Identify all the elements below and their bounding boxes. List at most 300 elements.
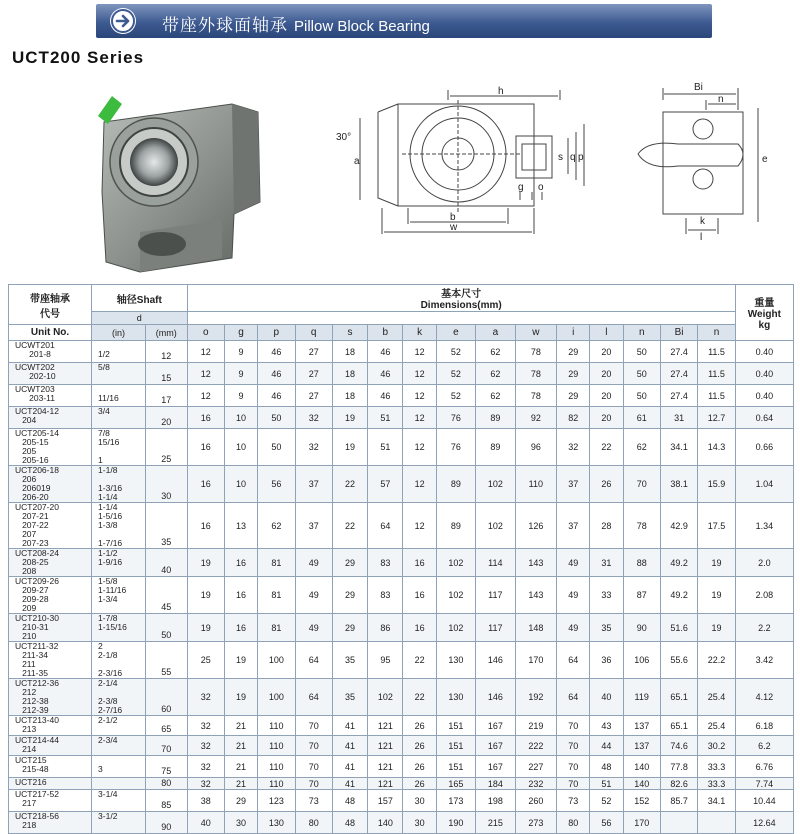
cell-inch: 1-7/8 1-15/16	[92, 614, 146, 642]
cell-unit: UCT212-36 212 212-38 212-39	[9, 679, 92, 716]
cell-dim: 55.6	[660, 642, 697, 679]
cell-unit: UCT216	[9, 778, 92, 790]
cell-dim: 34.1	[660, 429, 697, 466]
cell-dim: 165	[436, 778, 475, 790]
cell-dim: 16	[187, 466, 224, 503]
cell-dim: 56	[258, 466, 295, 503]
cell-dim: 130	[436, 642, 475, 679]
cell-dim: 61	[623, 407, 660, 429]
cell-dim: 70	[557, 778, 590, 790]
cell-weight: 7.74	[735, 778, 793, 790]
cell-dim: 64	[557, 642, 590, 679]
cell-dim: 12	[403, 407, 436, 429]
header-col-14: n	[698, 325, 735, 341]
cell-dim: 19	[698, 577, 735, 614]
cell-dim: 184	[476, 778, 515, 790]
header-col-12: n	[623, 325, 660, 341]
cell-dim: 62	[476, 385, 515, 407]
cell-dim: 140	[623, 778, 660, 790]
cell-dim: 51.6	[660, 614, 697, 642]
cell-dim: 64	[557, 679, 590, 716]
table-row	[9, 407, 794, 429]
cell-dim: 73	[295, 790, 332, 812]
cell-dim: 70	[295, 716, 332, 736]
cell-dim: 77.8	[660, 756, 697, 778]
cell-dim: 19	[698, 549, 735, 577]
cell-dim: 27	[295, 363, 332, 385]
header-dims: 基本尺寸 Dimensions(mm)	[187, 285, 735, 312]
cell-dim: 44	[590, 736, 623, 756]
cell-inch: 3-1/4	[92, 790, 146, 812]
cell-dim: 51	[368, 429, 403, 466]
cell-mm: 85	[146, 790, 188, 812]
cell-dim: 96	[515, 429, 557, 466]
header-col-1: g	[224, 325, 257, 341]
header-in: (in)	[92, 325, 146, 341]
cell-dim: 102	[436, 614, 475, 642]
cell-dim: 16	[224, 549, 257, 577]
cell-weight: 6.18	[735, 716, 793, 736]
cell-dim: 19	[187, 577, 224, 614]
cell-dim: 19	[187, 549, 224, 577]
cell-dim: 50	[623, 341, 660, 363]
cell-dim: 11.5	[698, 385, 735, 407]
cell-dim: 19	[698, 614, 735, 642]
cell-dim: 121	[368, 778, 403, 790]
cell-dim: 10	[224, 429, 257, 466]
banner-title-cn: 带座外球面轴承	[162, 16, 288, 35]
cell-dim: 27.4	[660, 385, 697, 407]
cell-dim: 37	[557, 466, 590, 503]
cell-unit: UCT209-26 209-27 209-28 209	[9, 577, 92, 614]
cell-weight: 4.12	[735, 679, 793, 716]
spec-table	[8, 284, 794, 834]
cell-dim: 78	[515, 341, 557, 363]
cell-inch: 2-1/2	[92, 716, 146, 736]
cell-dim: 167	[476, 736, 515, 756]
cell-weight: 0.64	[735, 407, 793, 429]
cell-dim: 82.6	[660, 778, 697, 790]
cell-dim: 117	[476, 577, 515, 614]
cell-dim: 29	[224, 790, 257, 812]
cell-dim: 62	[476, 341, 515, 363]
cell-mm: 80	[146, 778, 188, 790]
cell-dim: 87	[623, 577, 660, 614]
cell-dim: 151	[436, 756, 475, 778]
header-shaft: 轴径Shaft	[92, 285, 188, 312]
label-h: h	[498, 86, 504, 97]
cell-dim: 29	[557, 385, 590, 407]
cell-dim: 62	[476, 363, 515, 385]
cell-dim: 19	[224, 642, 257, 679]
header-col-6: k	[403, 325, 436, 341]
cell-unit: UCT207-20 207-21 207-22 207 207-23	[9, 503, 92, 549]
cell-dim: 49	[295, 549, 332, 577]
header-mm: (mm)	[146, 325, 188, 341]
cell-dim: 29	[557, 341, 590, 363]
cell-dim: 37	[295, 466, 332, 503]
cell-dim: 17.5	[698, 503, 735, 549]
cell-inch: 2-3/4	[92, 736, 146, 756]
header-col-2: p	[258, 325, 295, 341]
cell-dim: 22	[332, 503, 367, 549]
cell-dim: 26	[403, 756, 436, 778]
cell-dim: 121	[368, 756, 403, 778]
cell-dim: 52	[590, 790, 623, 812]
cell-dim: 38.1	[660, 466, 697, 503]
cell-dim: 27.4	[660, 341, 697, 363]
cell-dim: 26	[403, 736, 436, 756]
table-body	[9, 341, 794, 834]
cell-dim: 11.5	[698, 341, 735, 363]
cell-dim: 146	[476, 642, 515, 679]
cell-unit: UCT215 215-48	[9, 756, 92, 778]
cell-dim: 64	[295, 642, 332, 679]
cell-dim: 20	[590, 363, 623, 385]
cell-dim: 78	[515, 385, 557, 407]
cell-dim: 90	[623, 614, 660, 642]
cell-dim: 70	[557, 736, 590, 756]
cell-dim: 30	[403, 790, 436, 812]
cell-dim: 57	[368, 466, 403, 503]
cell-dim: 49.2	[660, 549, 697, 577]
cell-unit: UCT211-32 211-34 211 211-35	[9, 642, 92, 679]
cell-dim: 27	[295, 385, 332, 407]
cell-dim: 21	[224, 716, 257, 736]
cell-dim: 102	[436, 549, 475, 577]
cell-dim: 32	[187, 756, 224, 778]
cell-dim: 198	[476, 790, 515, 812]
table-row	[9, 756, 794, 778]
cell-dim: 49.2	[660, 577, 697, 614]
cell-dim: 83	[368, 577, 403, 614]
cell-weight: 0.66	[735, 429, 793, 466]
cell-dim: 70	[295, 778, 332, 790]
header-col-8: a	[476, 325, 515, 341]
cell-dim: 64	[295, 679, 332, 716]
cell-inch: 2 2-1/8 2-3/16	[92, 642, 146, 679]
cell-dim: 32	[187, 716, 224, 736]
cell-dim: 16	[224, 577, 257, 614]
cell-dim: 35	[590, 614, 623, 642]
header-col-10: i	[557, 325, 590, 341]
header-col-5: b	[368, 325, 403, 341]
cell-dim	[698, 812, 735, 834]
cell-inch: 3-1/2	[92, 812, 146, 834]
cell-dim: 12	[187, 341, 224, 363]
cell-mm: 12	[146, 341, 188, 363]
cell-dim: 102	[436, 577, 475, 614]
cell-mm: 70	[146, 736, 188, 756]
cell-dim	[660, 812, 697, 834]
cell-unit: UCWT202 202-10	[9, 363, 92, 385]
cell-unit: UCT208-24 208-25 208	[9, 549, 92, 577]
cell-dim: 12	[403, 341, 436, 363]
cell-dim: 137	[623, 716, 660, 736]
cell-dim: 35	[332, 679, 367, 716]
cell-dim: 151	[436, 736, 475, 756]
cell-dim: 130	[258, 812, 295, 834]
cell-dim: 20	[590, 341, 623, 363]
svg-text:a: a	[354, 156, 360, 167]
cell-inch: 1-1/4 1-5/16 1-3/8 1-7/16	[92, 503, 146, 549]
cell-mm: 50	[146, 614, 188, 642]
cell-dim: 20	[590, 385, 623, 407]
cell-inch: 3/4	[92, 407, 146, 429]
arrow-right-icon	[110, 8, 136, 34]
cell-dim: 56	[590, 812, 623, 834]
cell-dim: 121	[368, 736, 403, 756]
cell-dim: 123	[258, 790, 295, 812]
cell-dim: 37	[557, 503, 590, 549]
cell-weight: 10.44	[735, 790, 793, 812]
cell-dim: 30	[224, 812, 257, 834]
cell-dim: 50	[258, 407, 295, 429]
cell-dim: 167	[476, 716, 515, 736]
cell-dim: 50	[623, 385, 660, 407]
svg-text:o: o	[538, 182, 544, 193]
cell-dim: 102	[368, 679, 403, 716]
cell-dim: 70	[295, 736, 332, 756]
table-row	[9, 778, 794, 790]
cell-dim: 89	[476, 407, 515, 429]
cell-dim: 110	[258, 716, 295, 736]
svg-text:w: w	[450, 222, 458, 233]
cell-dim: 20	[590, 407, 623, 429]
cell-dim: 14.3	[698, 429, 735, 466]
cell-dim: 40	[187, 812, 224, 834]
series-title: UCT200 Series	[12, 48, 145, 67]
cell-dim: 16	[187, 503, 224, 549]
cell-dim: 81	[258, 549, 295, 577]
cell-unit: UCWT203 203-11	[9, 385, 92, 407]
table-row	[9, 736, 794, 756]
cell-dim: 95	[368, 642, 403, 679]
cell-dim: 22	[590, 429, 623, 466]
cell-dim: 26	[403, 716, 436, 736]
cell-unit: UCT204-12 204	[9, 407, 92, 429]
cell-dim: 12	[403, 429, 436, 466]
cell-dim: 222	[515, 736, 557, 756]
cell-dim: 41	[332, 716, 367, 736]
cell-dim: 106	[623, 642, 660, 679]
cell-unit: UCT210-30 210-31 210	[9, 614, 92, 642]
cell-dim: 21	[224, 756, 257, 778]
svg-text:e: e	[762, 154, 768, 165]
cell-dim: 190	[436, 812, 475, 834]
svg-text:30°: 30°	[336, 132, 352, 143]
cell-weight: 0.40	[735, 363, 793, 385]
cell-inch: 2-1/4 2-3/8 2-7/16	[92, 679, 146, 716]
cell-dim: 32	[187, 736, 224, 756]
cell-dim: 12.7	[698, 407, 735, 429]
cell-dim: 32	[187, 778, 224, 790]
cell-weight: 3.42	[735, 642, 793, 679]
svg-text:k: k	[700, 216, 705, 227]
cell-dim: 121	[368, 716, 403, 736]
cell-dim: 10	[224, 407, 257, 429]
cell-dim: 46	[368, 341, 403, 363]
cell-dim: 46	[258, 363, 295, 385]
cell-dim: 32	[557, 429, 590, 466]
cell-dim: 33	[590, 577, 623, 614]
cell-dim: 70	[557, 756, 590, 778]
cell-dim: 32	[187, 679, 224, 716]
cell-dim: 29	[332, 549, 367, 577]
cell-dim: 9	[224, 341, 257, 363]
cell-dim: 119	[623, 679, 660, 716]
cell-dim: 143	[515, 577, 557, 614]
cell-dim: 41	[332, 736, 367, 756]
banner-title	[162, 11, 430, 36]
cell-dim: 22	[403, 679, 436, 716]
cell-dim: 78	[623, 503, 660, 549]
cell-weight: 1.34	[735, 503, 793, 549]
cell-dim: 9	[224, 385, 257, 407]
table-row	[9, 549, 794, 577]
dimension-table	[8, 284, 794, 832]
cell-mm: 17	[146, 385, 188, 407]
cell-dim: 21	[224, 736, 257, 756]
cell-dim: 92	[515, 407, 557, 429]
cell-dim: 167	[476, 756, 515, 778]
cell-dim: 170	[623, 812, 660, 834]
cell-dim: 215	[476, 812, 515, 834]
cell-dim: 33.3	[698, 756, 735, 778]
cell-dim: 50	[258, 429, 295, 466]
cell-mm: 40	[146, 549, 188, 577]
cell-dim: 46	[368, 385, 403, 407]
cell-dim: 32	[295, 407, 332, 429]
header-col-4: s	[332, 325, 367, 341]
table-row	[9, 679, 794, 716]
cell-unit: UCT217-52 217	[9, 790, 92, 812]
cell-dim: 85.7	[660, 790, 697, 812]
cell-dim: 140	[623, 756, 660, 778]
cell-weight: 0.40	[735, 385, 793, 407]
cell-weight: 2.08	[735, 577, 793, 614]
cell-dim: 27.4	[660, 363, 697, 385]
cell-dim: 51	[590, 778, 623, 790]
cell-mm: 25	[146, 429, 188, 466]
cell-dim: 19	[332, 429, 367, 466]
cell-inch: 11/16	[92, 385, 146, 407]
table-row	[9, 466, 794, 503]
cell-dim: 152	[623, 790, 660, 812]
header-weight: 重量 Weight kg	[735, 285, 793, 341]
cell-dim: 26	[590, 466, 623, 503]
cell-weight: 2.0	[735, 549, 793, 577]
title-banner	[96, 4, 712, 38]
cell-dim: 49	[295, 577, 332, 614]
cell-mm: 15	[146, 363, 188, 385]
table-row	[9, 716, 794, 736]
cell-dim: 16	[403, 577, 436, 614]
cell-dim: 19	[332, 407, 367, 429]
cell-dim: 27	[295, 341, 332, 363]
cell-unit: UCT218-56 218	[9, 812, 92, 834]
cell-dim: 83	[368, 549, 403, 577]
cell-dim: 86	[368, 614, 403, 642]
cell-weight: 6.76	[735, 756, 793, 778]
svg-text:p: p	[578, 152, 584, 163]
cell-dim: 12	[403, 385, 436, 407]
cell-dim: 16	[187, 407, 224, 429]
cell-dim: 32	[295, 429, 332, 466]
header-unit-en: Unit No.	[9, 325, 92, 341]
cell-dim: 37	[295, 503, 332, 549]
cell-dim: 46	[258, 385, 295, 407]
cell-dim: 76	[436, 407, 475, 429]
svg-text:b: b	[450, 212, 456, 223]
cell-dim: 89	[436, 466, 475, 503]
cell-inch	[92, 778, 146, 790]
cell-dim: 33.3	[698, 778, 735, 790]
cell-mm: 45	[146, 577, 188, 614]
cell-dim: 16	[187, 429, 224, 466]
cell-inch: 1-1/2 1-9/16	[92, 549, 146, 577]
cell-mm: 75	[146, 756, 188, 778]
header-col-7: e	[436, 325, 475, 341]
table-row	[9, 812, 794, 834]
cell-weight: 2.2	[735, 614, 793, 642]
cell-dim: 31	[660, 407, 697, 429]
table-row	[9, 429, 794, 466]
cell-weight: 6.2	[735, 736, 793, 756]
cell-dim: 157	[368, 790, 403, 812]
cell-dim: 117	[476, 614, 515, 642]
cell-dim: 22	[332, 466, 367, 503]
bearing-photo	[82, 82, 278, 278]
cell-dim: 64	[368, 503, 403, 549]
cell-dim: 51	[368, 407, 403, 429]
cell-dim: 19	[187, 614, 224, 642]
cell-dim: 219	[515, 716, 557, 736]
cell-mm: 20	[146, 407, 188, 429]
cell-dim: 25.4	[698, 679, 735, 716]
cell-dim: 41	[332, 756, 367, 778]
cell-dim: 48	[332, 790, 367, 812]
table-row	[9, 503, 794, 549]
cell-dim: 49	[557, 549, 590, 577]
cell-dim: 126	[515, 503, 557, 549]
cell-dim: 16	[403, 549, 436, 577]
svg-text:q: q	[570, 152, 576, 163]
table-row	[9, 363, 794, 385]
cell-mm: 60	[146, 679, 188, 716]
cell-mm: 55	[146, 642, 188, 679]
cell-dim: 173	[436, 790, 475, 812]
cell-dim: 100	[258, 679, 295, 716]
header-col-11: l	[590, 325, 623, 341]
cell-dim: 42.9	[660, 503, 697, 549]
cell-dim: 22.2	[698, 642, 735, 679]
cell-dim: 25	[187, 642, 224, 679]
cell-dim: 9	[224, 363, 257, 385]
cell-unit: UCWT201 201-8	[9, 341, 92, 363]
cell-dim: 146	[476, 679, 515, 716]
cell-mm: 65	[146, 716, 188, 736]
cell-dim: 140	[368, 812, 403, 834]
cell-dim: 137	[623, 736, 660, 756]
cell-dim: 10	[224, 466, 257, 503]
cell-dim: 62	[623, 429, 660, 466]
cell-dim: 40	[590, 679, 623, 716]
cell-dim: 12	[403, 466, 436, 503]
cell-dim: 34.1	[698, 790, 735, 812]
cell-dim: 30.2	[698, 736, 735, 756]
cell-dim: 15.9	[698, 466, 735, 503]
